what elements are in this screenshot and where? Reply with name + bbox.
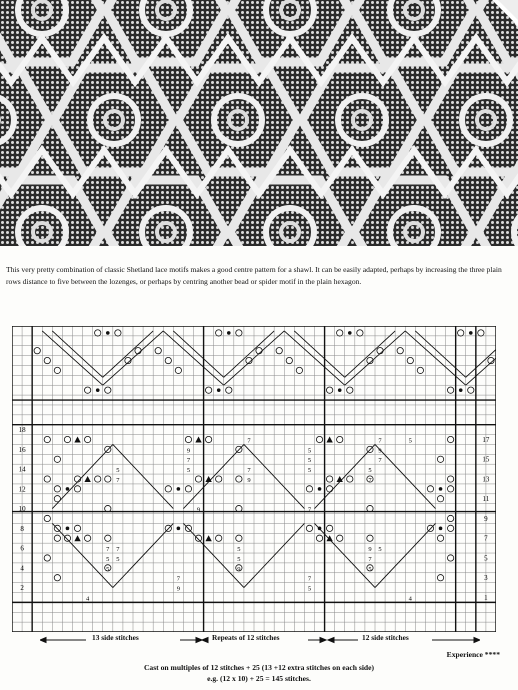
chart-stitch-count: 7 — [116, 546, 120, 554]
row-number-right: 15 — [482, 455, 490, 464]
row-number-left: 2 — [20, 584, 24, 593]
row-number-right: 17 — [482, 435, 490, 444]
chart-stitch-count: 5 — [368, 565, 372, 573]
knitting-chart — [12, 326, 496, 632]
chart-stitch-count: 7 — [116, 476, 120, 484]
chart-stitch-count: 5 — [307, 457, 312, 465]
chart-stitch-count: 7 — [378, 457, 382, 465]
row-number-left: 18 — [18, 426, 26, 435]
chart-stitch-count: 9 — [176, 585, 180, 593]
row-number-left: 16 — [18, 445, 26, 454]
description-text: This very pretty combination of classic Shetland lace motifs makes a good centre pattern for a shawl. It can be easily adapted, perhaps by increasing the three plain rows distance to five between the lozenges, or perhaps by centring another bead or spider motif in the plain hexagon. — [6, 265, 502, 286]
cast-on-instructions — [0, 662, 518, 684]
chart-stitch-count: 5 — [106, 565, 110, 573]
chart-stitch-count: 4 — [408, 595, 412, 603]
chart-stitch-count: 9 — [368, 546, 372, 554]
chart-stitch-count: 7 — [307, 575, 312, 583]
row-number-right: 13 — [482, 475, 490, 484]
row-number-right: 9 — [484, 514, 488, 523]
chart-stitch-count: 7 — [247, 437, 251, 445]
page-corner-fold — [492, 0, 518, 26]
chart-stitch-count: 5 — [106, 555, 110, 563]
chart-stitch-count: 5 — [378, 546, 382, 554]
row-number-right: 7 — [484, 534, 488, 543]
chart-stitch-count: 7 — [307, 506, 312, 514]
example-text: e.g. (12 x 10) + 25 = 145 stitches. — [207, 674, 311, 683]
chart-stitch-count: 9 — [378, 447, 382, 455]
chart-stitch-count: 7 — [378, 437, 382, 445]
chart-stitch-count: 5 — [307, 447, 312, 455]
row-number-left: 6 — [20, 544, 24, 553]
chart-stitch-count: 9 — [186, 447, 191, 455]
cast-on-text: Cast on multiples of 12 stitches + 25 (13 +12 extra stitches on each side) — [143, 663, 375, 672]
chart-stitch-count: 5 — [408, 437, 412, 445]
row-number-left: 10 — [18, 505, 26, 514]
chart-stitch-count: 5 — [116, 467, 120, 475]
repeats-label: Repeats of 12 stitches — [212, 633, 280, 642]
chart-stitch-count: 9 — [196, 506, 201, 514]
chart-stitch-count: 7 — [368, 476, 372, 484]
lace-photo — [0, 0, 518, 246]
chart-stitch-count: 5 — [186, 467, 191, 475]
row-number-left: 8 — [20, 524, 24, 533]
row-number-left: 12 — [18, 485, 26, 494]
row-number-right: 3 — [484, 574, 488, 583]
stitch-arrows — [40, 633, 480, 647]
chart-stitch-count: 9 — [247, 476, 251, 484]
chart-stitch-count: 9 — [237, 565, 241, 573]
row-number-right: 1 — [484, 593, 488, 602]
chart-stitch-count: 5 — [368, 467, 372, 475]
chart-stitch-count: 5 — [307, 585, 312, 593]
row-number-right: 11 — [482, 495, 490, 504]
chart-stitch-count: 7 — [368, 555, 372, 563]
chart-stitch-count: 7 — [176, 575, 180, 583]
side-stitches-left-label: 13 side stitches — [92, 633, 139, 642]
side-stitches-right-label: 12 side stitches — [362, 633, 409, 642]
chart-stitch-count: 4 — [86, 595, 90, 603]
row-number-right: 5 — [484, 554, 488, 563]
chart-stitch-count: 5 — [307, 467, 312, 475]
row-number-left: 14 — [18, 465, 26, 474]
chart-stitch-count: 7 — [247, 467, 251, 475]
chart-stitch-count: 7 — [186, 457, 191, 465]
experience-rating: Experience **** — [446, 650, 500, 659]
chart-stitch-count: 5 — [75, 437, 80, 445]
row-number-left: 4 — [20, 564, 24, 573]
chart-stitch-count: 7 — [106, 546, 110, 554]
chart-stitch-count: 5 — [116, 555, 120, 563]
chart-stitch-count: 5 — [237, 555, 241, 563]
chart-stitch-count: 5 — [237, 546, 241, 554]
